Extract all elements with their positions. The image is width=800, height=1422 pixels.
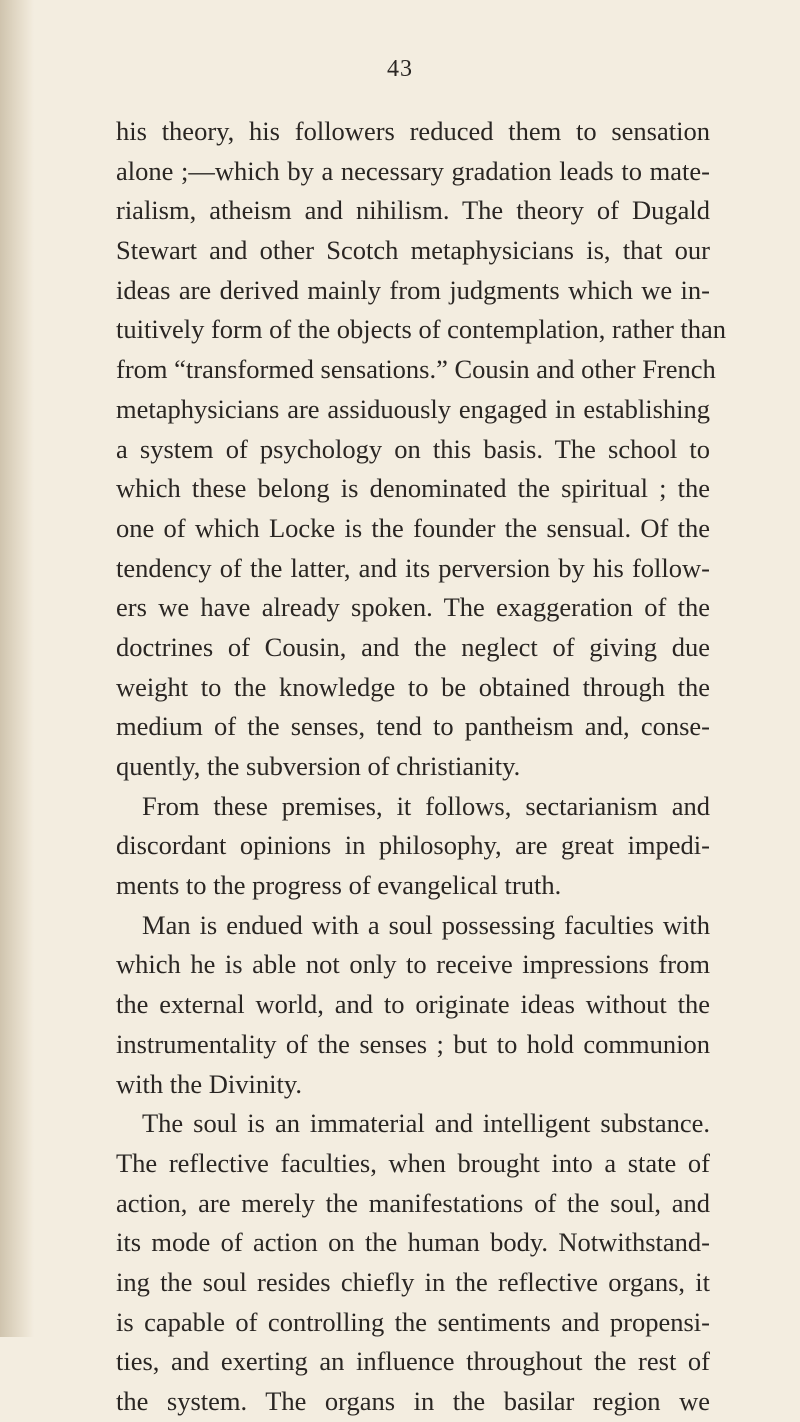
- text-line: doctrines of Cousin, and the neglect of giving due: [116, 631, 710, 662]
- text-line: metaphysicians are assiduously engaged in establishing: [116, 393, 710, 424]
- text-line: From these premises, it follows, sectarianism and: [142, 790, 710, 821]
- text-line: with the Divinity.: [116, 1068, 302, 1099]
- text-line: tendency of the latter, and its perversion by his follow-: [116, 552, 710, 583]
- text-line: ments to the progress of evangelical truth.: [116, 870, 562, 901]
- text-line: rialism, atheism and nihilism. The theory of Dugald: [116, 195, 710, 226]
- text-line: a system of psychology on this basis. The school to: [116, 433, 710, 464]
- text-line: which he is able not only to receive impressions from: [116, 949, 710, 980]
- text-line: the external world, and to originate ideas without the: [116, 989, 710, 1020]
- text-line: medium of the senses, tend to pantheism and, conse-: [116, 711, 710, 742]
- text-line: action, are merely the manifestations of the soul, and: [116, 1187, 710, 1218]
- page-edge-shadow: [0, 0, 34, 1337]
- text-line: one of which Locke is the founder the sensual. Of the: [116, 512, 710, 543]
- text-line: the system. The organs in the basilar region we: [116, 1386, 710, 1416]
- text-line: his theory, his followers reduced them to sensation: [116, 116, 710, 146]
- text-line: ties, and exerting an influence throughout the rest of: [116, 1346, 710, 1377]
- text-line: its mode of action on the human body. Notwithstand-: [116, 1227, 710, 1258]
- text-line: from “transformed sensations.” Cousin and other French: [116, 354, 716, 385]
- text-line: discordant opinions in philosophy, are great impedi-: [116, 830, 710, 861]
- text-line: Man is endued with a soul possessing faculties with: [142, 909, 710, 940]
- text-line: ing the soul resides chiefly in the reflective organs, it: [116, 1266, 710, 1297]
- text-line: which these belong is denominated the spiritual ; the: [116, 473, 710, 504]
- text-line: is capable of controlling the sentiments and propensi-: [116, 1306, 710, 1337]
- text-line: alone ;—which by a necessary gradation leads to mate-: [116, 155, 710, 186]
- text-line: quently, the subversion of christianity.: [116, 751, 521, 781]
- text-line: instrumentality of the senses ; but to hold communion: [116, 1028, 710, 1059]
- text-line: The soul is an immaterial and intelligent substance.: [142, 1108, 710, 1139]
- text-line: The reflective faculties, when brought into a state of: [116, 1147, 710, 1178]
- page-number: 43: [387, 56, 413, 82]
- text-line: ideas are derived mainly from judgments which we in-: [116, 274, 710, 305]
- text-line: weight to the knowledge to be obtained through the: [116, 671, 710, 702]
- text-line: ers we have already spoken. The exaggeration of the: [116, 592, 710, 623]
- text-line: Stewart and other Scotch metaphysicians is, that our: [116, 235, 710, 266]
- body-text: [116, 112, 727, 1422]
- text-line: tuitively form of the objects of contemplation, rather than: [116, 314, 727, 345]
